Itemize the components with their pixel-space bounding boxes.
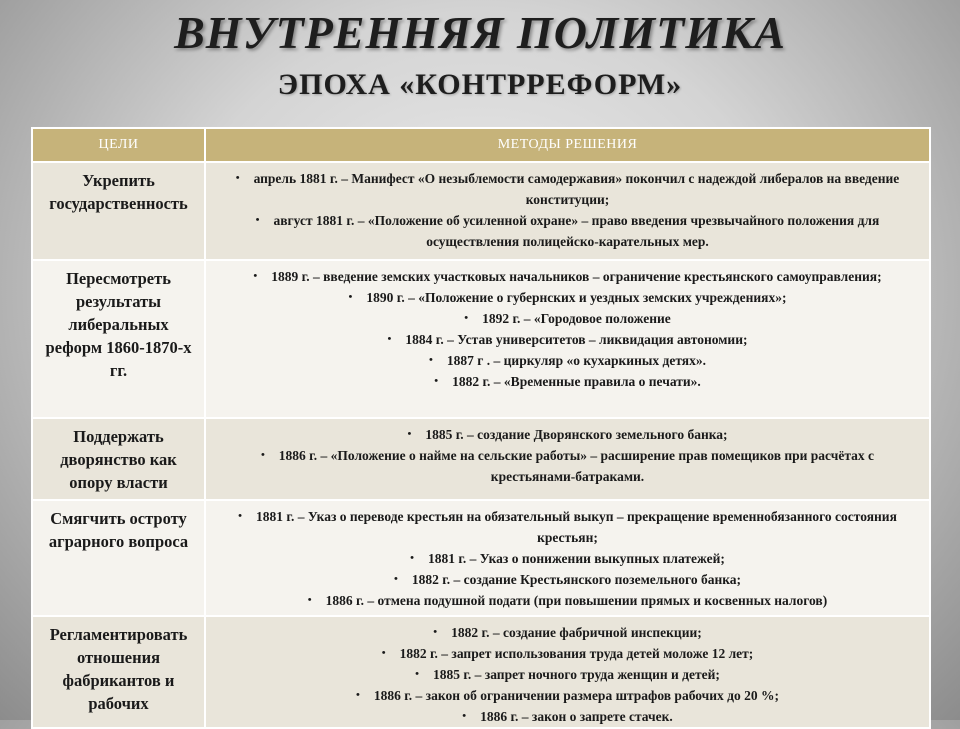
method-item — [224, 266, 911, 287]
methods-cell — [205, 616, 930, 728]
bullet-icon: • — [235, 172, 240, 184]
methods-cell — [205, 260, 930, 418]
method-item — [224, 706, 911, 727]
method-item — [224, 548, 911, 569]
bullet-icon: • — [407, 428, 412, 440]
goal-cell: Смягчить остроту аграрного вопроса — [32, 500, 205, 616]
table-row — [32, 616, 930, 728]
method-item — [224, 287, 911, 308]
methods-cell — [205, 418, 930, 500]
method-item — [224, 371, 911, 392]
table-row — [32, 260, 930, 418]
bullet-icon: • — [253, 270, 258, 282]
method-text: 1886 г. – отмена подушной подати (при повышении прямых и косвенных налогов) — [325, 593, 828, 608]
method-text: 1887 г . – циркуляр «о кухаркиных детях». — [446, 353, 706, 368]
bullet-icon: • — [381, 647, 386, 659]
goal-cell: Укрепить государственность — [32, 162, 205, 260]
method-text: 1886 г. – «Положение о найме на сельские работы» – расширение прав помещиков при расчётах с крестьянами-батраками. — [278, 448, 875, 484]
method-text: 1892 г. – «Городовое положение — [482, 311, 671, 326]
method-item — [224, 210, 911, 252]
bullet-icon: • — [255, 214, 260, 226]
bullet-icon: • — [355, 689, 360, 701]
method-item — [224, 685, 911, 706]
method-text: 1882 г. – создание фабричной инспекции; — [451, 625, 702, 640]
bullet-icon: • — [464, 312, 469, 324]
method-text: 1882 г. – «Временные правила о печати». — [452, 374, 701, 389]
method-item — [224, 445, 911, 487]
bullet-icon: • — [410, 552, 414, 564]
method-item — [224, 664, 911, 685]
goal-cell: Пересмотреть результаты либеральных реформ 1860-1870-х гг. — [32, 260, 205, 418]
table-row — [32, 162, 930, 260]
bullet-icon: • — [260, 449, 265, 461]
method-item — [224, 590, 911, 611]
method-item — [224, 329, 911, 350]
method-item — [224, 308, 911, 329]
goal-cell: Поддержать дворянство как опору власти — [32, 418, 205, 500]
method-text: 1882 г. – запрет использования труда детей моложе 12 лет; — [399, 646, 754, 661]
bullet-icon: • — [387, 333, 392, 345]
column-header-goals: ЦЕЛИ — [32, 128, 205, 162]
method-text: 1881 г. – Указ о понижении выкупных платежей; — [427, 551, 725, 566]
method-text: 1885 г. – создание Дворянского земельного банка; — [425, 427, 728, 442]
page-subtitle: ЭПОХА «КОНТРРЕФОРМ» — [277, 68, 683, 101]
bullet-icon: • — [462, 710, 467, 722]
method-item — [224, 350, 911, 371]
table-row — [32, 500, 930, 616]
column-header-methods: МЕТОДЫ РЕШЕНИЯ — [205, 128, 930, 162]
goal-cell: Регламентировать отношения фабрикантов и рабочих — [32, 616, 205, 728]
method-text: 1890 г. – «Положение о губернских и уездных земских учреждениях»; — [366, 290, 787, 305]
bullet-icon: • — [393, 573, 398, 585]
table-body — [32, 162, 930, 728]
bullet-icon: • — [307, 594, 312, 606]
page-title: ВНУТРЕННЯЯ ПОЛИТИКА — [174, 7, 786, 58]
method-item — [224, 168, 911, 210]
bullet-icon: • — [429, 354, 433, 366]
methods-cell — [205, 162, 930, 260]
method-item — [224, 506, 911, 548]
bullet-icon: • — [433, 626, 438, 638]
method-text: август 1881 г. – «Положение об усиленной охране» – право введения чрезвычайного положения для осуществления полицейско-карательных мер. — [273, 213, 880, 249]
method-item — [224, 569, 911, 590]
bullet-icon: • — [415, 668, 419, 680]
method-text: 1886 г. – закон о запрете стачек. — [480, 709, 673, 724]
methods-cell — [205, 500, 930, 616]
method-text: 1881 г. – Указ о переводе крестьян на обязательный выкуп – прекращение временнобязанного состояния крестьян; — [255, 509, 897, 545]
bullet-icon: • — [238, 510, 242, 522]
bullet-icon: • — [434, 375, 439, 387]
policy-table — [31, 127, 931, 729]
method-item — [224, 643, 911, 664]
method-text: 1884 г. – Устав университетов – ликвидация автономии; — [405, 332, 748, 347]
bullet-icon: • — [348, 291, 353, 303]
method-text: 1882 г. – создание Крестьянского поземельного банка; — [411, 572, 742, 587]
method-item — [224, 622, 911, 643]
method-text: 1886 г. – закон об ограничении размера штрафов рабочих до 20 %; — [373, 688, 780, 703]
method-text: 1889 г. – введение земских участковых начальников – ограничение крестьянского самоуправления; — [271, 269, 882, 284]
method-item — [224, 424, 911, 445]
method-text: 1885 г. – запрет ночного труда женщин и детей; — [432, 667, 720, 682]
method-text: апрель 1881 г. – Манифест «О незыблемости самодержавия» покончил с надеждой либералов на введение конституции; — [253, 171, 900, 207]
table-row — [32, 418, 930, 500]
